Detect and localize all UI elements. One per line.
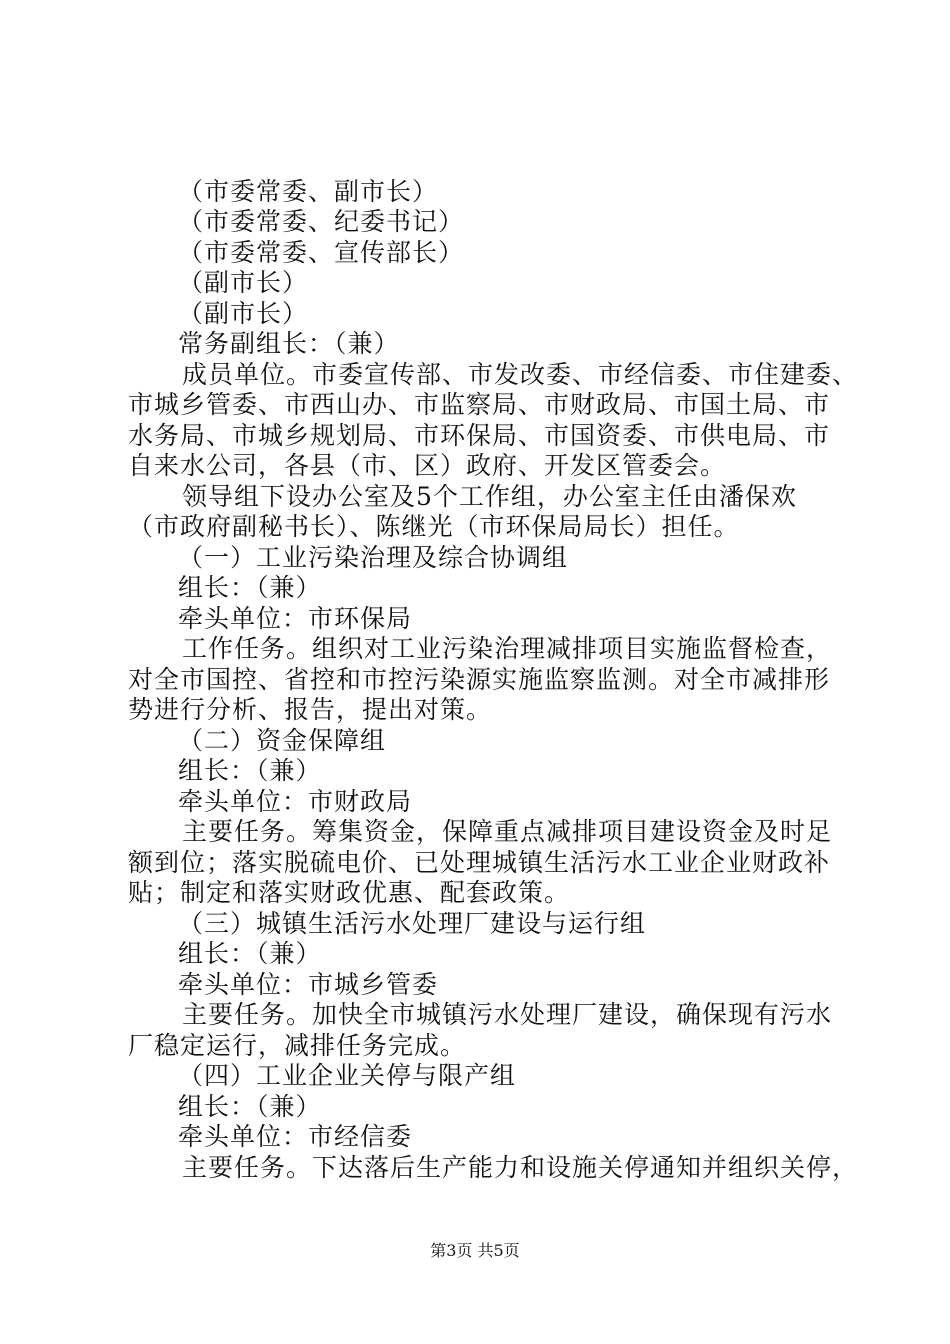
text-line: 领导组下设办公室及5个工作组，办公室主任由潘保欢: [182, 482, 797, 511]
text-line: 势进行分析、报告，提出对策。: [128, 695, 493, 724]
text-line: （市委常委、纪委书记）: [178, 207, 465, 236]
text-line: 组长：（兼）: [178, 756, 322, 785]
section-heading: （四）工业企业关停与限产组: [178, 1061, 517, 1090]
text-line: 水务局、市城乡规划局、市环保局、市国资委、市供电局、市: [128, 421, 831, 450]
text-line: （市委常委、宣传部长）: [178, 238, 465, 267]
text-line: （副市长）: [178, 268, 309, 297]
text-line: 常务副组长：（兼）: [178, 329, 400, 358]
text-line: 组长：（兼）: [178, 1092, 322, 1121]
text-line: 对全市国控、省控和市控污染源实施监察监测。对全市减排形: [128, 665, 831, 694]
text-line: 工作任务。组织对工业污染治理减排项目实施监督检查，: [182, 634, 833, 663]
text-line: 厂稳定运行，减排任务完成。: [128, 1031, 467, 1060]
text-line: 组长：（兼）: [178, 939, 322, 968]
section-heading: （三）城镇生活污水处理厂建设与运行组: [178, 909, 647, 938]
text-line: （副市长）: [178, 299, 309, 328]
text-line: 成员单位。市委宣传部、市发改委、市经信委、市住建委、: [182, 360, 859, 389]
page-footer: 第3页 共5页: [430, 1241, 520, 1260]
text-line: 主要任务。筹集资金，保障重点减排项目建设资金及时足: [182, 817, 833, 846]
text-line: 组长：（兼）: [178, 573, 322, 602]
text-line: 牵头单位：市财政局: [178, 787, 413, 816]
text-line: （市委常委、副市长）: [178, 177, 439, 206]
section-heading: （一）工业污染治理及综合协调组: [178, 543, 569, 572]
section-heading: （二）资金保障组: [178, 726, 387, 755]
text-line: 主要任务。下达落后生产能力和设施关停通知并组织关停，: [182, 1153, 859, 1182]
text-line: 牵头单位：市城乡管委: [178, 970, 439, 999]
text-line: 贴；制定和落实财政优惠、配套政策。: [128, 878, 571, 907]
text-line: 额到位；落实脱硫电价、已处理城镇生活污水工业企业财政补: [128, 848, 831, 877]
text-line: 主要任务。加快全市城镇污水处理厂建设，确保现有污水: [182, 1000, 833, 1029]
text-line: 市城乡管委、市西山办、市监察局、市财政局、市国土局、市: [128, 390, 831, 419]
text-line: 自来水公司，各县（市、区）政府、开发区管委会。: [128, 451, 727, 480]
text-line: 牵头单位：市经信委: [178, 1122, 413, 1151]
text-line: （市政府副秘书长）、陈继光（市环保局局长）担任。: [128, 512, 740, 541]
text-line: 牵头单位：市环保局: [178, 604, 413, 633]
